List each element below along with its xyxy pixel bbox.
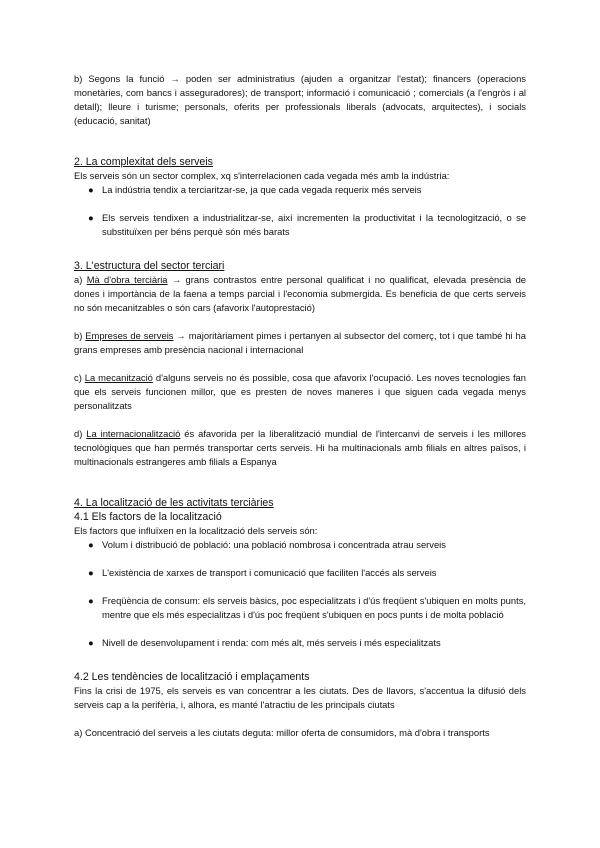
section-3-paragraph-d <box>74 427 526 469</box>
paragraph-a-text: → grans contrastos entre personal qualificat i no qualificat, elevada presència de dones i importància de la faena a temps parcial i l'economia submergida. Es beneficia de que certs serveis no són mecanitzables o són cars (afavorix l'autoprestació) <box>74 274 526 313</box>
list-item-text: La indústria tendix a terciaritzar-se, ja que cada vegada requerix més serveis <box>102 184 422 195</box>
section-4-1-heading: 4.1 Els factors de la localització <box>74 511 222 523</box>
paragraph-b-text: → majoritàriament pimes i pertanyen al subsector del comerç, tot i que també hi ha grans empreses amb presència nacional i internacional <box>74 330 526 355</box>
paragraph-c-prefix: c) <box>74 372 85 383</box>
paragraph-d-prefix: d) <box>74 428 87 439</box>
section-3-paragraph-a <box>74 273 526 315</box>
paragraph-d-term: La internacionalització <box>86 428 181 439</box>
section-4-1-intro: Els factors que influïxen en la localització dels serveis són: <box>74 525 318 536</box>
section-4-2-heading: 4.2 Les tendències de localització i emplaçaments <box>74 671 310 683</box>
bullet-icon: ● <box>88 184 94 195</box>
section-4-2-intro: Fins la crisi de 1975, els serveis es van concentrar a les ciutats. Des de llavors, s'accentua la difusió dels serveis cap a la perifèria, i, alhora, es manté l'atractiu de les principals ciutats <box>74 685 526 710</box>
list-item-text: Volum i distribució de població: una població nombrosa i concentrada atrau serveis <box>102 539 446 550</box>
list-item <box>74 538 526 552</box>
section-3-heading: 3. L'estructura del sector terciari <box>74 260 225 272</box>
list-item-text: L'existència de xarxes de transport i comunicació que faciliten l'accés als serveis <box>102 567 437 578</box>
list-item <box>74 594 526 622</box>
bullet-icon: ● <box>88 212 94 223</box>
paragraph-c-text: d'alguns serveis no és possible, cosa que afavorix l'ocupació. Les noves tecnologies fan que els serveis funcionen millor, que es presten de noves maneres i que siguen cada vegada menys personalitzats <box>74 372 526 411</box>
section-2-bullet-list <box>74 183 526 239</box>
bullet-icon: ● <box>88 637 94 648</box>
paragraph-d-text: és afavorida per la liberalització mundial de l'intercanvi de serveis i les millores tecnològiques que han permés transportar certs serveis. Hi ha multinacionals amb filials en altres països, i multinacionals estrangeres amb filials a Espanya <box>74 428 526 467</box>
section-2-intro: Els serveis són un sector complex, xq s'interrelacionen cada vegada més amb la indústria: <box>74 170 450 181</box>
intro-paragraph-b: b) Segons la funció → poden ser administratius (ajuden a organitzar l'estat); financers (operacions monetàries, com bancs i asseguradores); de transport; informació i comunicació ; comercials (a l'engròs i al detall); lleure i turisme; personals, oferits per professionals liberals (advocats, arquitectes), i socials (educació, sanitat) <box>74 73 526 126</box>
section-3-paragraph-c <box>74 371 526 413</box>
paragraph-a-prefix: a) <box>74 274 87 285</box>
list-item-text: Nivell de desenvolupament i renda: com més alt, més serveis i més especialitzats <box>102 637 441 648</box>
paragraph-c-term: La mecanització <box>84 372 153 383</box>
bullet-icon: ● <box>88 595 94 606</box>
section-4-1-bullet-list <box>74 538 526 650</box>
section-2-heading: 2. La complexitat dels serveis <box>74 156 213 168</box>
section-4-heading: 4. La localització de les activitats terciàries <box>74 497 274 509</box>
list-item-text: Els serveis tendixen a industrialitzar-se, així incrementen la productivitat i la tecnologització, o se substituïxen per béns perquè són més barats <box>102 212 526 237</box>
paragraph-b-prefix: b) <box>74 330 86 341</box>
section-4-2-paragraph-a: a) Concentració del serveis a les ciutats deguta: millor oferta de consumidors, mà d'obra i transports <box>74 727 490 738</box>
paragraph-b-term: Empreses de serveis <box>85 330 174 341</box>
list-item <box>74 183 526 197</box>
list-item <box>74 566 526 580</box>
list-item-text: Freqüència de consum: els serveis bàsics, poc especialitzats i d'ús freqüent s'ubiquen en molts punts, mentre que els més especialitzas i d'ús poc freqüent s'ubiquen en pocs punts i de molta població <box>102 595 526 620</box>
section-3-paragraph-b <box>74 329 526 357</box>
bullet-icon: ● <box>88 539 94 550</box>
document-body <box>74 72 526 740</box>
list-item <box>74 211 526 239</box>
paragraph-a-term: Mà d'obra terciària <box>86 274 168 285</box>
list-item <box>74 636 526 650</box>
bullet-icon: ● <box>88 567 94 578</box>
